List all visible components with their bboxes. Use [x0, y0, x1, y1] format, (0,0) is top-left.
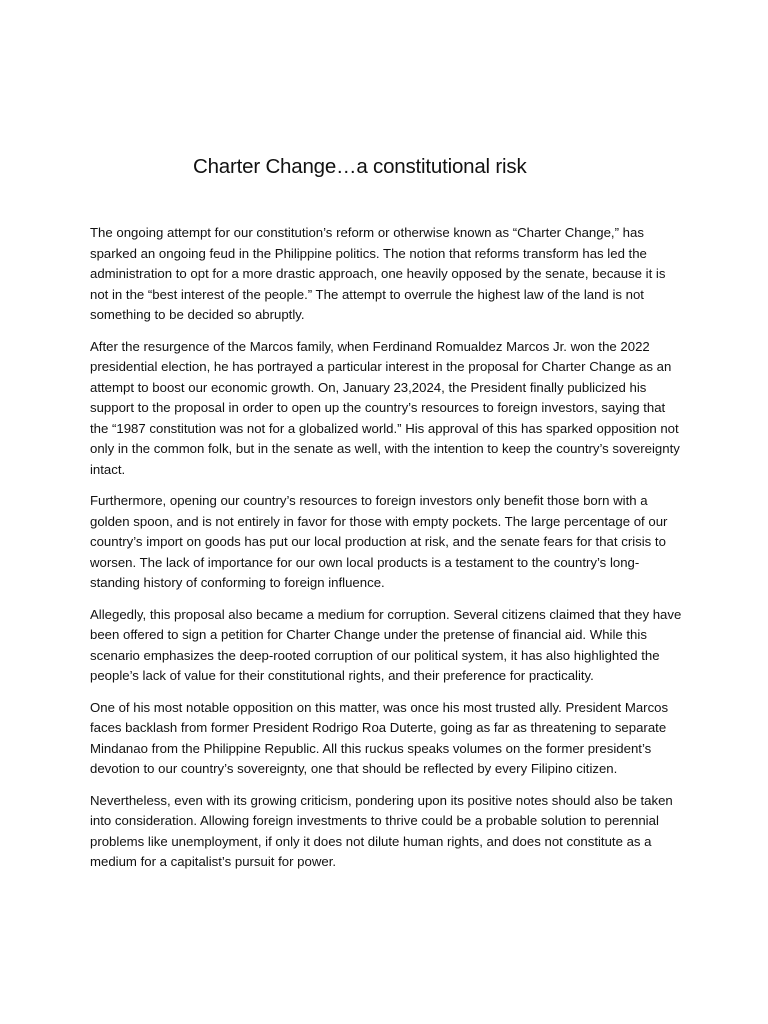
paragraph-3: Furthermore, opening our country’s resources to foreign investors only benefit those born with a golden spoon, and is not entirely in favor for those with empty pockets. The large percentage of our country’s import on goods has put our local production at risk, and the senate fears for that crisis to worsen. The lack of importance for our own local products is a testament to the country’s long-standing history of conforming to foreign influence. [90, 493, 668, 590]
paragraph-5: One of his most notable opposition on this matter, was once his most trusted ally. President Marcos faces backlash from former President Rodrigo Roa Duterte, going as far as threatening to separate Mindanao from the Philippine Republic. All this ruckus speaks volumes on the former president’s devotion to our country’s sovereignty, one that should be reflected by every Filipino citizen. [90, 699, 669, 776]
paragraph-1: The ongoing attempt for our constitution’s reform or otherwise known as “Charter Change,” has sparked an ongoing feud in the Philippine politics. The notion that reforms transform has led the administration to opt for a more drastic approach, one heavily opposed by the senate, because it is not in the “best interest of the people.” The attempt to overrule the highest law of the land is not something to be decided so abruptly. [90, 225, 666, 322]
paragraph-6: Nevertheless, even with its growing criticism, pondering upon its positive notes should also be taken into consideration. Allowing foreign investments to thrive could be a probable solution to perennial problems like unemployment, if only it does not dilute human rights, and does not constitute as a medium for a capitalist’s pursuit for power. [90, 792, 673, 869]
paragraph-4: Allegedly, this proposal also became a medium for corruption. Several citizens claimed that they have been offered to sign a petition for Charter Change under the pretense of financial aid. While this scenario emphasizes the deep-rooted corruption of our political system, it has also highlighted the people’s lack of value for their constitutional rights, and their preference for practicality. [90, 606, 682, 683]
paragraph-2: After the resurgence of the Marcos family, when Ferdinand Romualdez Marcos Jr. won the 2022 presidential election, he has portrayed a particular interest in the proposal for Charter Change as an attempt to boost our economic growth. On, January 23,2024, the President finally publicized his support to the proposal in order to open up the country’s resources to foreign investors, saying that the “1987 constitution was not for a globalized world.” His approval of this has sparked opposition not only in the common folk, but in the senate as well, with the intention to keep the country’s sovereignty intact. [90, 338, 680, 477]
document-body [90, 223, 682, 884]
document-title: Charter Change…a constitutional risk [193, 155, 527, 178]
